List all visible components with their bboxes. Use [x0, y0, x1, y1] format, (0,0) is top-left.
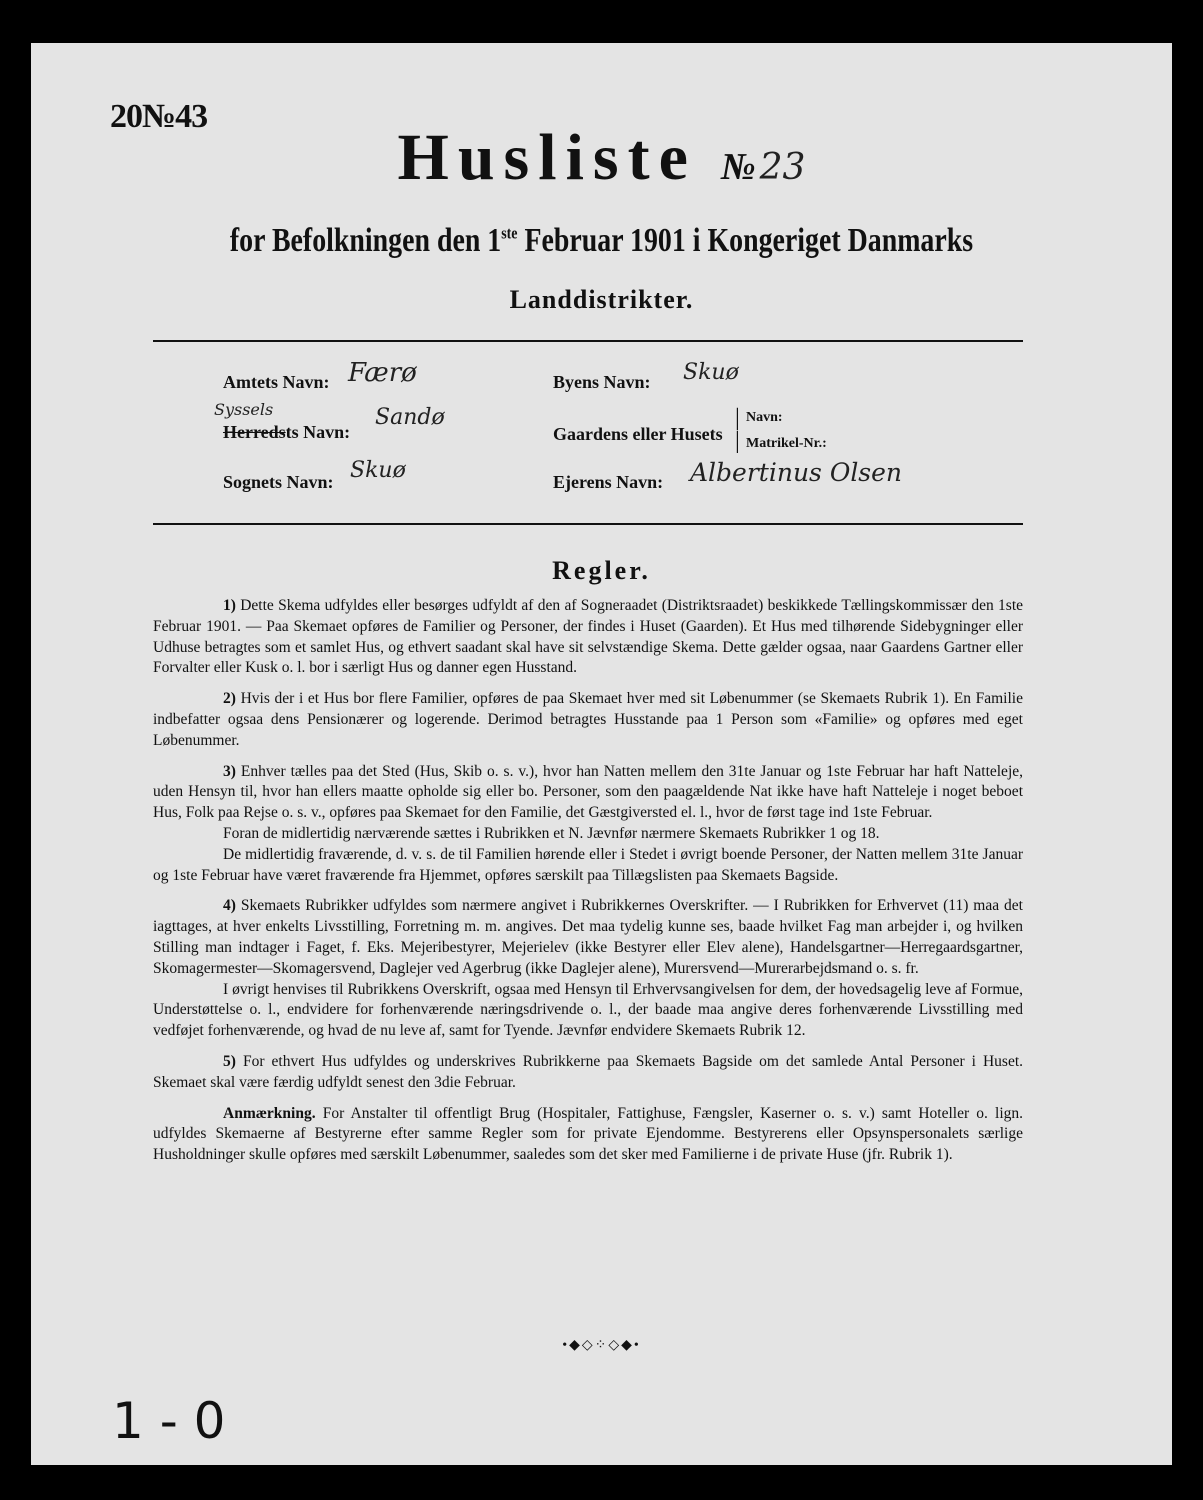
rules-heading: Regler. — [552, 556, 651, 585]
herred-annotation: Syssels — [214, 400, 274, 419]
rule-2-text: Hvis der i et Hus bor flere Familier, opføres de paa Skemaet hver med sit Løbenummer (se Skemaets Rubrik 1). En Familie indbefatter ogsaa dens Pensionærer og logerende. Derimod betragtes Husstande paa 1 Person som «Familie» og opføres med eget Løbenummer. — [153, 690, 1023, 749]
title-number-value: 23 — [759, 147, 806, 188]
bottom-divider — [153, 523, 1023, 525]
rule-1-text: Dette Skema udfyldes eller besørges udfyldt af den af Sogneraadet (Distriktsraadet) beskikkede Tællingskommissær den 1ste Februar 1901. — Paa Skemaet opføres de Familier og Personer, der findes i Huset (Gaarden). Et Hus med tilhørende Sidebygninger eller Udhuse betragtes som et samlet Hus, og ethvert saadant skal have sit selvstændige Skema. Dette gælder ogsaa, naar Gaardens Gartner eller Forvalter eller Kusk o. l. bor i særligt Hus og danner egen Husstand. — [153, 597, 1024, 677]
herred-value: Sandø — [375, 405, 445, 430]
ejer-label: Ejerens Navn: — [553, 472, 664, 492]
footer-handwritten-mark: 1 - 0 — [112, 1392, 226, 1450]
rule-3-text: Enhver tælles paa det Sted (Hus, Skib o. s. v.), hvor han Natten mellem den 31te Januar og 1ste Februar har haft Natteleje, uden Hensyn til, hvor han ellers maatte opholde sig eller bo. Personer, som den paagældende Nat ikke have haft Natteleje i noget beboet Hus, Folk paa Rejse o. s. v., opføres paa Skemaet for den Familie, det Gæstgiversted el. l., hvor de først tage ind 1ste Februar. — [153, 762, 1024, 822]
bracket-bottom: | — [735, 428, 740, 454]
rule-1 — [153, 596, 1023, 679]
rule-4-text: Skemaets Rubrikker udfyldes som nærmere angivet i Rubrikkernes Overskrifter. — I Rubrikken for Erhvervet (11) maa det iagttages, at hver enkelts Livsstilling, Forretning m. m. angives. Det maa tydelig kunne ses, baade hvilket Fag man arbejder i, og hvilken Stilling man indtager i Faget, f. Eks. Mejeribestyrer, Mejerielev (ikke Bestyrer eller Elev alene), Handelsgartner—Herregaardsgartner, Skomagermester—Skomagersvend, Daglejer ved Agerbrug (ikke Daglejer alene), Murersvend—Murerarbejdsmand o. s. fr. — [153, 897, 1023, 977]
title-main: Husliste — [397, 121, 697, 194]
annotation-text: For Anstalter til offentligt Brug (Hospitaler, Fattighuse, Fængsler, Kaserner o. s. v.) samt Hoteller o. lign. udfyldes Skemaerne af Bestyrerne efter samme Regler som for private Ejendomme. Bestyrerens eller Opsynspersonalets særlige Husholdninger skulle opføres med særskilt Løbenummer, saaledes som det sker med Familierne i de private Huse (jfr. Rubrik 1). — [153, 1104, 1024, 1164]
rule-2-number: 2) — [223, 690, 236, 708]
rule-3c: De midlertidig fraværende, d. v. s. de til Familien hørende eller i Stedet i øvrigt boende Personer, der Natten mellem 31te Januar og 1ste Februar have været fraværende fra Hjemmet, opføres særskilt paa Tillægslisten paa Skemaets Bagside. — [153, 845, 1023, 884]
herred-label-struck: Herreds — [223, 422, 286, 442]
rule-3b: Foran de midlertidig nærværende sættes i Rubrikken et N. Jævnfør nærmere Skemaets Rubrikker 1 og 18. — [223, 824, 880, 842]
annotation-label: Anmærkning. — [223, 1104, 316, 1122]
amt-value: Færø — [348, 358, 417, 388]
rule-5-number: 5) — [223, 1052, 236, 1070]
page-title — [0, 120, 1203, 196]
title-number-label: № — [720, 146, 756, 188]
gaard-label: Gaardens eller Husets — [553, 424, 723, 444]
subtitle-post: Februar 1901 i Kongeriget Danmarks — [517, 222, 974, 259]
rule-1-number: 1) — [223, 597, 236, 614]
top-divider — [153, 340, 1023, 342]
rule-3-number: 3) — [223, 762, 236, 780]
amt-label: Amtets Navn: — [223, 372, 330, 392]
rule-4 — [153, 896, 1023, 979]
rule-4b: I øvrigt henvises til Rubrikkens Overskrift, ogsaa med Hensyn til Erhvervsangivelsen for dem, der hovedsagelig leve af Formue, Understøttelse o. l., endvidere for forhenværende næringsdrivende o. l., der baade maa angive deres forhenværende Livsstilling med vedføjet forhenværende, og hvad de nu leve af, samt for Tyende. Jævnfør endvidere Skemaets Rubrik 12. — [153, 980, 1023, 1040]
herred-label-rest: ts Navn: — [285, 422, 351, 442]
annotation — [153, 1104, 1023, 1166]
ornament-divider: •◆◇⁘◇◆• — [562, 1338, 641, 1353]
rule-5 — [153, 1052, 1023, 1094]
rule-2 — [153, 689, 1023, 751]
by-value: Skuø — [683, 360, 739, 385]
sogn-value: Skuø — [350, 458, 406, 483]
bracket-top: | — [735, 405, 740, 431]
subtitle — [108, 222, 1094, 260]
sogn-label: Sognets Navn: — [223, 472, 334, 492]
archive-stamp: 20№43 — [110, 98, 208, 135]
matrikel-label: Matrikel-Nr.: — [746, 436, 827, 451]
rule-3 — [153, 762, 1023, 824]
herred-label — [223, 422, 350, 443]
rule-5-text: For ethvert Hus udfyldes og underskrives Rubrikkerne paa Skemaets Bagside om det samlede Antal Personer i Huset. Skemaet skal være færdig udfyldt senest den 3die Februar. — [153, 1052, 1024, 1091]
navn-label: Navn: — [746, 410, 783, 425]
rule-4-number: 4) — [223, 897, 236, 915]
district-heading: Landdistrikter. — [509, 285, 694, 314]
by-label: Byens Navn: — [553, 372, 651, 392]
rules-body — [153, 596, 1023, 1176]
subtitle-sup: ste — [501, 223, 518, 243]
ejer-value: Albertinus Olsen — [690, 458, 903, 487]
subtitle-pre: for Befolkningen den 1 — [229, 222, 502, 259]
